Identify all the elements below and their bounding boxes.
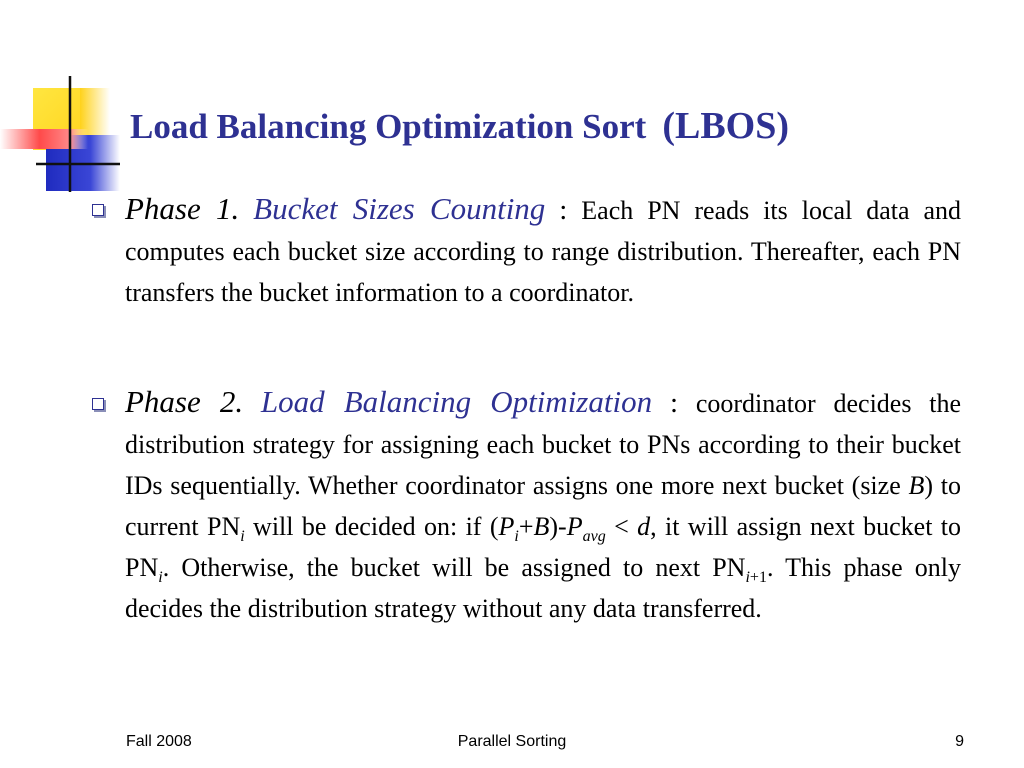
footer-date: Fall 2008 bbox=[126, 733, 192, 750]
phase-label: Phase 1. bbox=[125, 191, 240, 226]
title-abbreviation: (LBOS) bbox=[662, 105, 790, 147]
phase-label: Phase 2. bbox=[125, 384, 244, 419]
phase-description: coordinator decides the distribution strategy for assigning each bucket to PNs according to their bucket IDs sequentially. Whether coordinator assigns one more next bucket (size B) to current $PN_i$ will be decided on: if $(P_i+B)-P_{avg} < d$, it will assign next bucket to $PN_i$. Otherwise, the bucket will be assigned to next $PN_{i+1}$. This phase only decides the distribution strategy without any data transferred. bbox=[125, 389, 962, 623]
title-text: Load Balancing Optimization Sort bbox=[130, 107, 647, 146]
phase-heading: Bucket Sizes Counting bbox=[253, 191, 546, 226]
phase-colon: : bbox=[559, 194, 568, 226]
slide-logo-decoration bbox=[0, 0, 130, 200]
square-bullet-icon bbox=[92, 398, 104, 410]
slide-number: 9 bbox=[955, 733, 964, 750]
bullet-phase-2 bbox=[125, 381, 961, 629]
footer-title: Parallel Sorting bbox=[457, 733, 567, 750]
phase-description: Each PN reads its local data and computes each bucket size according to range distribution. Thereafter, each PN transfers the bucket information to a coordinator. bbox=[125, 196, 961, 307]
phase-heading: Load Balancing Optimization bbox=[260, 384, 653, 419]
square-bullet-icon bbox=[92, 204, 104, 216]
phase-colon: : bbox=[669, 387, 678, 419]
bullet-phase-1 bbox=[125, 188, 961, 313]
slide-title bbox=[130, 104, 1010, 148]
